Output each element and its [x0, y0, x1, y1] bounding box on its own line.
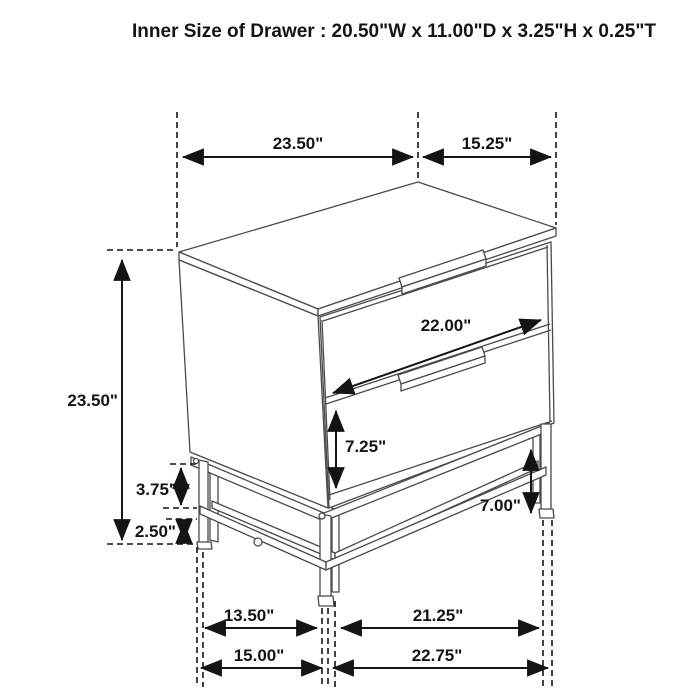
- dim-base-overall-right: [333, 646, 548, 668]
- dim-base-span-front-right: [341, 606, 539, 628]
- dim-label-base-overall-left: 15.00": [233, 646, 285, 665]
- dim-label-base-span-front-left: 13.50": [223, 606, 275, 625]
- dim-label-top-depth: 15.25": [461, 134, 513, 153]
- dim-overall-height: [67, 260, 122, 540]
- dim-top-depth: [423, 134, 551, 157]
- dim-label-base-lower-gap: 2.50": [134, 522, 176, 541]
- dim-base-span-front-left: [205, 606, 317, 628]
- dim-label-drawer-front-height: 7.25": [345, 437, 387, 456]
- dim-label-base-span-front-right: 21.25": [412, 606, 464, 625]
- dim-label-base-overall-right: 22.75": [411, 646, 463, 665]
- diagram-title: Inner Size of Drawer : 20.50"W x 11.00"D x 3.25"H x 0.25"T: [132, 21, 656, 42]
- furniture-drawing: [179, 182, 556, 606]
- dim-base-overall-left: [201, 646, 322, 668]
- dim-label-leg-height: 7.00": [479, 496, 521, 515]
- dim-base-upper-gap: [136, 468, 181, 505]
- dim-base-lower-gap: [135, 522, 184, 541]
- dim-label-drawer-width: 22.00": [420, 316, 472, 335]
- dim-label-top-width: 23.50": [272, 134, 324, 153]
- dim-label-base-upper-gap: 3.75": [135, 480, 177, 499]
- dim-label-overall-height: 23.50": [67, 391, 118, 410]
- dim-top-width: [183, 134, 413, 157]
